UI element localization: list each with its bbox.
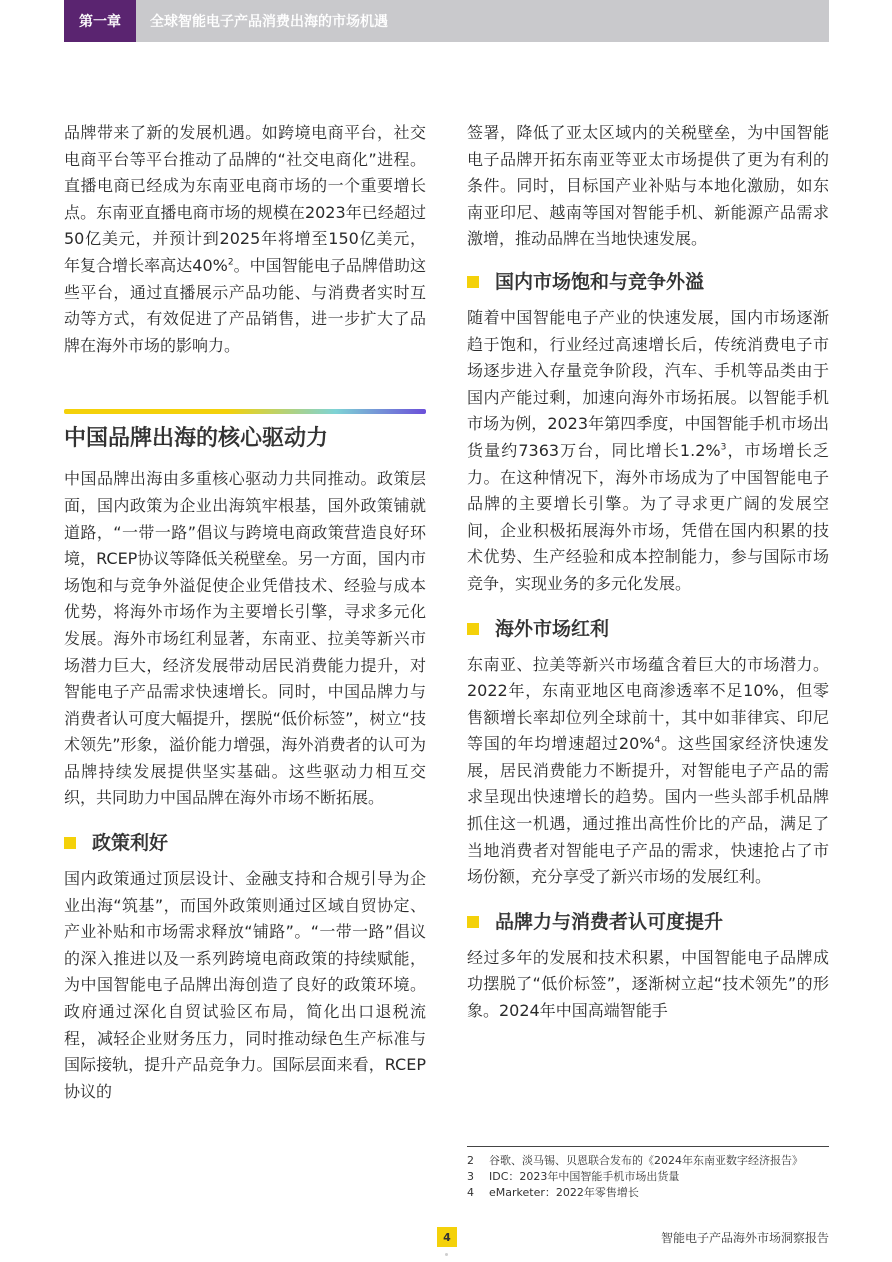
overseas-body: 东南亚、拉美等新兴市场蕴含着巨大的市场潜力。2022年，东南亚地区电商渗透率不足10%，但零售额增长率却位列全球前十，其中如菲律宾、印尼等国的年均增速超过20%$^4$。这些国家经济快速发展，居民消费能力不断提升，对智能电子产品的需求呈现出快速增长的趋势。国内一些头部手机品牌抓住这一机遇，通过推出高性价比的产品，满足了当地消费者对智能电子产品的需求，快速抢占了市场份额，充分享受了新兴市场的发展红利。 <box>467 654 829 887</box>
section-body: 中国品牌出海由多重核心驱动力共同推动。政策层面，国内政策为企业出海筑牢根基，国外政策铺就道路，“一带一路”倡议与跨境电商政策营造良好环境，RCEP协议等降低关税壁垒。另一方面，国内市场饱和与竞争外溢促使企业凭借技术、经验与成本优势，将海外市场作为主要增长引擎，寻求多元化发展。海外市场红利显著，东南亚、拉美等新兴市场潜力巨大，经济发展带动居民消费能力提升，对智能电子产品需求快速增长。同时，中国品牌力与消费者认可度大幅提升，摆脱“低价标签”，树立“技术领先”形象，溢价能力增强，海外消费者的认可为品牌持续发展提供坚实基础。这些驱动力相互交织，共同助力中国品牌在海外市场不断拓展。 <box>64 469 426 808</box>
gradient-divider <box>64 409 426 414</box>
chapter-label: 第一章 <box>64 0 136 42</box>
brand-body: 经过多年的发展和技术积累，中国智能电子品牌成功摆脱了“低价标签”，逐渐树立起“技术领先”的形象。2024年中国高端智能手 <box>467 947 829 1021</box>
footnote-item: 3 IDC：2023年中国智能手机市场出货量 <box>467 1170 680 1183</box>
policy-continued: 签署，降低了亚太区域内的关税壁垒，为中国智能电子品牌开拓东南亚等亚太市场提供了更为有利的条件。同时，目标国产业补贴与本地化激励，如东南亚印尼、越南等国对智能手机、新能源产品需求激增，推动品牌在当地快速发展。 <box>467 123 829 249</box>
chapter-title: 全球智能电子产品消费出海的市场机遇 <box>150 14 388 30</box>
footnote-ref-2: 2 <box>227 257 234 268</box>
bullet-square-icon <box>467 623 479 635</box>
footnote-ref-3: 3 <box>720 442 727 453</box>
footnote-item: 2 谷歌、淡马锡、贝恩联合发布的《2024年东南亚数字经济报告》 <box>467 1154 803 1167</box>
footnote-ref-4: 4 <box>654 735 661 746</box>
subheading-policy: 政策利好 <box>64 830 426 856</box>
subheading-saturation: 国内市场饱和与竞争外溢 <box>467 269 829 295</box>
report-title: 智能电子产品海外市场洞察报告 <box>660 1231 829 1245</box>
intro-paragraph: 品牌带来了新的发展机遇。如跨境电商平台，社交电商平台等平台推动了品牌的“社交电商化”进程。直播电商已经成为东南亚电商市场的一个重要增长点。东南亚直播电商市场的规模在2023年已经超过50亿美元，并预计到2025年将增至150亿美元，年复合增长率高达40%$^2$。中国智能电子品牌借助这些平台，通过直播展示产品功能、与消费者实时互动等方式，有效促进了产品销售，进一步扩大了品牌在海外市场的影响力。 <box>64 123 426 355</box>
right-column <box>467 120 829 1025</box>
page-header <box>64 0 829 42</box>
page-dot <box>445 1253 448 1256</box>
footnote-item: 4 eMarketer：2022年零售增长 <box>467 1186 639 1199</box>
left-column <box>64 120 426 1105</box>
page-number: 4 <box>437 1227 457 1247</box>
bullet-square-icon <box>467 276 479 288</box>
section-heading: 中国品牌出海的核心驱动力 <box>64 426 329 452</box>
policy-body: 国内政策通过顶层设计、金融支持和合规引导为企业出海“筑基”，而国外政策则通过区域自贸协定、产业补贴和市场需求释放“铺路”。“一带一路”倡议的深入推进以及一系列跨境电商政策的持续赋能，为中国智能电子品牌出海创造了良好的政策环境。政府通过深化自贸试验区布局，简化出口退税流程，减轻企业财务压力，同时推动绿色生产标准与国际接轨，提升产品竞争力。国际层面来看，RCEP协议的 <box>64 869 426 1101</box>
bullet-square-icon <box>64 837 76 849</box>
subheading-overseas: 海外市场红利 <box>467 616 829 642</box>
subheading-brand: 品牌力与消费者认可度提升 <box>467 909 829 935</box>
saturation-body: 随着中国智能电子产业的快速发展，国内市场逐渐趋于饱和，行业经过高速增长后，传统消费电子市场逐步进入存量竞争阶段，汽车、手机等品类由于国内产能过剩，加速向海外市场拓展。以智能手机市场为例，2023年第四季度，中国智能手机市场出货量约7363万台，同比增长1.2%$^3$，市场增长乏力。在这种情况下，海外市场成为了中国智能电子品牌的主要增长引擎。为了寻求更广阔的发展空间，企业积极拓展海外市场，凭借在国内积累的技术优势、生产经验和成本控制能力，参与国际市场竞争，实现业务的多元化发展。 <box>467 307 829 593</box>
bullet-square-icon <box>467 916 479 928</box>
footnotes <box>467 1146 829 1201</box>
